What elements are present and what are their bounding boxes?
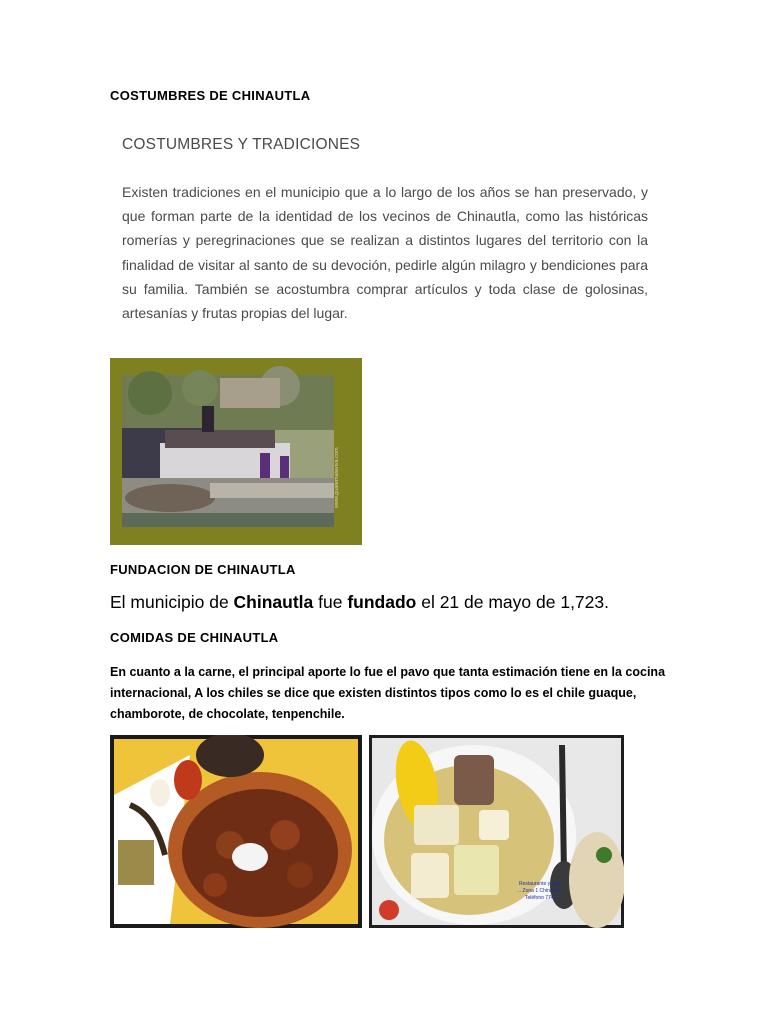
foundation-part3: el 21 de mayo de 1,723.: [416, 592, 609, 612]
procession-photo: [110, 358, 362, 545]
soup-caption-line3: Teléfono 7741...: [525, 895, 561, 901]
heading-fundacion: FUNDACION DE CHINAUTLA: [110, 562, 296, 577]
soup-photo: [369, 735, 624, 928]
watermark-text: www.guatemalaviva.com: [334, 447, 340, 508]
stew-photo: [110, 735, 362, 928]
food-paragraph: En cuanto a la carne, el principal aporte lo fue el pavo que tanta estimación tiene en la cocina internacional, A los chiles se dice que existen distintos tipos como lo es el chile guaque, chamborote, de chocolate, tenpenchile.: [110, 665, 666, 721]
soup-caption-line1: Restaurante y café ...: [519, 881, 567, 887]
traditions-title: COSTUMBRES Y TRADICIONES: [122, 136, 361, 153]
foundation-sentence: [110, 592, 609, 613]
soup-caption-line2: ... Zona 1 Chinautla ...: [517, 888, 567, 894]
foundation-bold1: Chinautla: [233, 592, 314, 612]
foundation-part2: fue: [313, 592, 348, 612]
traditions-body: Existen tradiciones en el municipio que a lo largo de los años se han preservado, y que forman parte de la identidad de los vecinos de Chinautla, como las históricas romerías y peregrinaciones que se realizan a distintos lugares del territorio con la finalidad de visitar al santo de su devoción, pedirle algún milagro y bendiciones para su familia. También se acostumbra comprar artículos y toda clase de golosinas, artesanías y frutas propias del lugar.: [122, 184, 648, 322]
foundation-bold2: fundado: [347, 592, 417, 612]
foundation-part1: El municipio de: [110, 592, 234, 612]
heading-comidas: COMIDAS DE CHINAUTLA: [110, 630, 279, 645]
heading-costumbres: COSTUMBRES DE CHINAUTLA: [110, 88, 311, 103]
